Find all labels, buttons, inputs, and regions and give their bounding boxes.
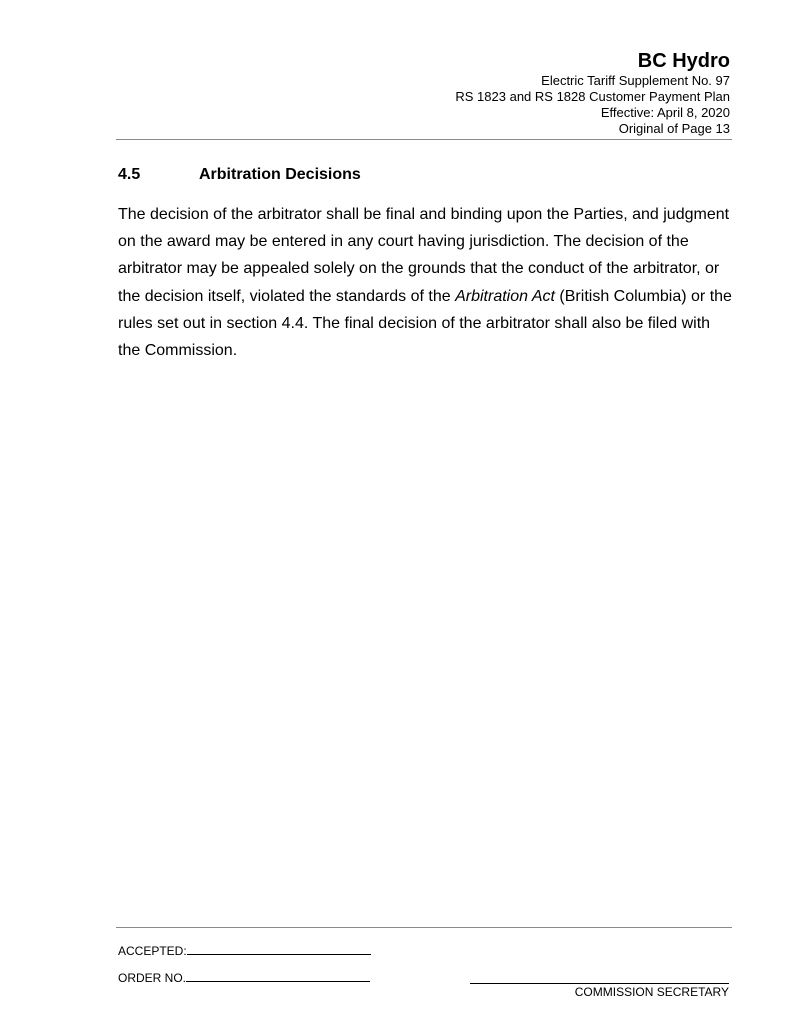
tariff-supplement-line: Electric Tariff Supplement No. 97 xyxy=(541,73,730,88)
header-divider xyxy=(116,139,732,140)
accepted-field xyxy=(118,943,371,958)
act-name-italic: Arbitration Act xyxy=(455,287,555,305)
order-number-label: ORDER NO. xyxy=(118,971,187,985)
paragraph-text-start: The decision of the arbitrator shall be final and binding upon the Parties, and judgment on the award may be entered in any court having jurisdiction. The decision of the arbitrator may be appealed solely on the grounds that the conduct of the arbitrator, or the decision itself, violated the standards of the xyxy=(118,206,730,305)
section-paragraph xyxy=(118,201,733,364)
section-title: Arbitration Decisions xyxy=(199,166,361,183)
order-number-blank-line xyxy=(186,970,370,982)
signature-line xyxy=(470,983,729,984)
page-number-line: Original of Page 13 xyxy=(618,121,730,136)
document-header xyxy=(455,50,730,137)
accepted-label: ACCEPTED: xyxy=(118,944,187,958)
paragraph-text-end: (British Columbia) or the rules set out in section 4.4. The final decision of the arbitrator shall also be filed with the Commission. xyxy=(118,287,732,360)
commission-secretary-label: COMMISSION SECRETARY xyxy=(574,985,729,999)
rate-schedule-line: RS 1823 and RS 1828 Customer Payment Plan xyxy=(455,89,730,104)
accepted-blank-line xyxy=(187,943,371,955)
company-name: BC Hydro xyxy=(637,50,730,72)
footer-divider xyxy=(116,927,732,928)
section-heading xyxy=(118,166,361,184)
effective-date-line: Effective: April 8, 2020 xyxy=(600,105,730,120)
section-number: 4.5 xyxy=(118,166,141,183)
order-number-field xyxy=(118,970,370,985)
